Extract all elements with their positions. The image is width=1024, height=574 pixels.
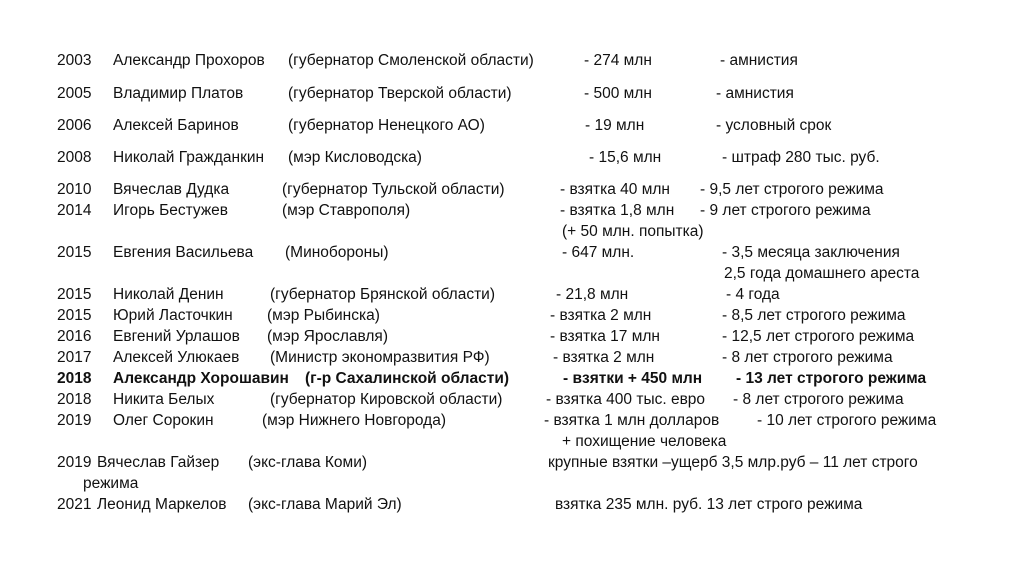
year-cell: 2018 xyxy=(57,370,92,387)
year-cell: 2016 xyxy=(57,328,92,345)
position-cell: (мэр Нижнего Новгорода) xyxy=(262,412,447,429)
sentence-cell: - 13 лет строгого режима xyxy=(736,370,927,387)
name-cell: Алексей Улюкаев xyxy=(113,349,240,366)
name-cell: Никита Белых xyxy=(113,391,215,408)
name-cell: Алексей Баринов xyxy=(113,117,239,134)
position-cell: (губернатор Кировской области) xyxy=(270,391,503,408)
name-cell: Евгений Урлашов xyxy=(113,328,240,345)
position-cell: (губернатор Ненецкого АО) xyxy=(288,117,485,134)
sentence-cell: - 10 лет строгого режима xyxy=(757,412,937,429)
amount-cell: крупные взятки –ущерб 3,5 млр.руб – 11 лет строго xyxy=(548,454,918,471)
amount-cell: - взятка 1 млн долларов xyxy=(544,412,720,429)
amount-cell: - взятка 400 тыс. евро xyxy=(546,391,706,408)
name-cell: Юрий Ласточкин xyxy=(113,307,233,324)
year-cell: 2010 xyxy=(57,181,92,198)
year-cell: 2017 xyxy=(57,349,92,366)
position-cell: (губернатор Тверской области) xyxy=(288,85,512,102)
sentence-cell: - 4 года xyxy=(726,286,780,303)
amount-cell: - 21,8 млн xyxy=(556,286,629,303)
amount-cell: взятка 235 млн. руб. 13 лет строго режима xyxy=(555,496,863,513)
amount-cell: - взятки + 450 млн xyxy=(563,370,703,387)
year-cell: 2008 xyxy=(57,149,92,166)
amount-cell: - взятка 17 млн xyxy=(550,328,660,345)
name-cell: Владимир Платов xyxy=(113,85,244,102)
name-cell: Игорь Бестужев xyxy=(113,202,229,219)
year-cell: 2005 xyxy=(57,85,92,102)
position-cell: (мэр Кисловодска) xyxy=(288,149,422,166)
year-cell: 2015 xyxy=(57,286,92,303)
name-cell: Николай Денин xyxy=(113,286,224,303)
amount-cell: - 647 млн. xyxy=(562,244,635,261)
sentence-cell: - 12,5 лет строгого режима xyxy=(722,328,915,345)
sentence-cell: - штраф 280 тыс. руб. xyxy=(722,149,880,166)
sentence-cell: - 8 лет строгого режима xyxy=(733,391,904,408)
position-cell: (губернатор Тульской области) xyxy=(282,181,505,198)
sentence-cell: - 8,5 лет строгого режима xyxy=(722,307,906,324)
position-cell: (экс-глава Марий Эл) xyxy=(248,496,402,513)
year-cell: 2019 xyxy=(57,412,92,429)
sentence-cell: - амнистия xyxy=(716,85,794,102)
year-cell: 2015 xyxy=(57,307,92,324)
amount-cell: - 19 млн xyxy=(585,117,645,134)
name-cell: Олег Сорокин xyxy=(113,412,214,429)
position-cell: (мэр Ставрополя) xyxy=(282,202,411,219)
position-cell: (губернатор Смоленской области) xyxy=(288,52,534,69)
position-cell: (г-р Сахалинской области) xyxy=(305,370,510,387)
year-cell: 2014 xyxy=(57,202,92,219)
name-cell: режима xyxy=(83,475,139,492)
year-cell: 2015 xyxy=(57,244,92,261)
name-cell: Вячеслав Гайзер xyxy=(97,454,220,471)
amount-cell: - 15,6 млн xyxy=(589,149,662,166)
amount-cell: - 500 млн xyxy=(584,85,652,102)
sentence-cell: - условный срок xyxy=(716,117,832,134)
position-cell: (мэр Рыбинска) xyxy=(267,307,380,324)
position-cell: (мэр Ярославля) xyxy=(267,328,388,345)
amount-cell: - взятка 2 млн xyxy=(550,307,652,324)
name-cell: Александр Прохоров xyxy=(113,52,265,69)
year-cell: 2018 xyxy=(57,391,92,408)
sentence-cell: - амнистия xyxy=(720,52,798,69)
amount-cell: - взятка 2 млн xyxy=(553,349,655,366)
sentence-cell: 2,5 года домашнего ареста xyxy=(724,265,920,282)
amount-cell: + похищение человека xyxy=(562,433,727,450)
amount-cell: - взятка 1,8 млн xyxy=(560,202,675,219)
sentence-cell: - 9,5 лет строгого режима xyxy=(700,181,884,198)
year-cell: 2021 xyxy=(57,496,92,513)
sentence-cell: - 3,5 месяца заключения xyxy=(722,244,900,261)
name-cell: Александр Хорошавин xyxy=(113,370,289,387)
year-cell: 2003 xyxy=(57,52,92,69)
name-cell: Леонид Маркелов xyxy=(97,496,227,513)
position-cell: (губернатор Брянской области) xyxy=(270,286,495,303)
name-cell: Вячеслав Дудка xyxy=(113,181,230,198)
year-cell: 2006 xyxy=(57,117,92,134)
sentence-cell: - 9 лет строгого режима xyxy=(700,202,871,219)
amount-cell: - 274 млн xyxy=(584,52,652,69)
name-cell: Николай Гражданкин xyxy=(113,149,265,166)
amount-cell: (+ 50 млн. попытка) xyxy=(562,223,704,240)
year-cell: 2019 xyxy=(57,454,92,471)
name-cell: Евгения Васильева xyxy=(113,244,254,261)
position-cell: (Министр экономразвития РФ) xyxy=(270,349,490,366)
position-cell: (Минобороны) xyxy=(285,244,389,261)
position-cell: (экс-глава Коми) xyxy=(248,454,368,471)
sentence-cell: - 8 лет строгого режима xyxy=(722,349,893,366)
amount-cell: - взятка 40 млн xyxy=(560,181,670,198)
